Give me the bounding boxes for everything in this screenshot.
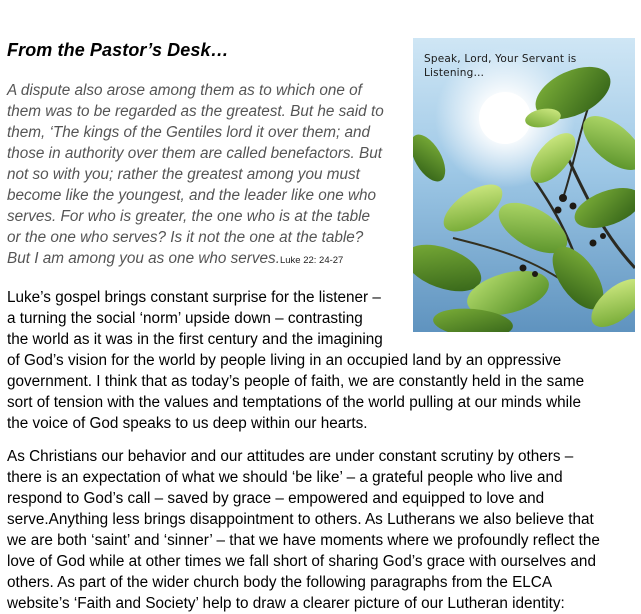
- paragraph-line: others. As part of the wider church body the following paragraphs from the ELCA: [7, 574, 553, 591]
- quote-line: not so with you; rather the greatest among you must: [7, 166, 360, 183]
- paragraph-1-continued: [7, 350, 637, 434]
- scripture-quote: [7, 80, 407, 271]
- paragraph-line: the voice of God speaks to us deep within our hearts.: [7, 415, 368, 432]
- photo-caption: [424, 52, 624, 80]
- quote-line: A dispute also arose among them as to which one of: [7, 82, 362, 99]
- paragraph-line: we are both ‘saint’ and ‘sinner’ – that we have moments where we profoundly reflect the: [7, 532, 600, 549]
- paragraph-line: a turning the social ‘norm’ upside down – contrasting: [7, 310, 363, 327]
- paragraph-line: respond to God’s call – saved by grace – empowered and equipped to love and: [7, 490, 545, 507]
- paragraph-line: the world as it was in the first century and the imagining: [7, 331, 383, 348]
- scripture-reference: Luke 22: 24-27: [279, 255, 344, 266]
- photo-caption-line: Listening…: [424, 67, 485, 79]
- paragraph-line: government. I think that as today’s people of faith, we are constantly held in the same: [7, 373, 585, 390]
- quote-line: or the one who serves? Is it not the one at the table?: [7, 229, 364, 246]
- paragraph-1-wrapped: [7, 287, 410, 350]
- quote-line: them, ‘The kings of the Gentiles lord it over them; and: [7, 124, 371, 141]
- paragraph-line: As Christians our behavior and our attitudes are under constant scrutiny by others –: [7, 448, 574, 465]
- paragraph-line: there is an expectation of what we should ‘be like’ – a grateful people who live and: [7, 469, 563, 486]
- photo-caption-line: Speak, Lord, Your Servant is: [424, 53, 577, 65]
- paragraph-line: love of God while at other times we fall short of sharing God’s grace with ourselves and: [7, 553, 596, 570]
- paragraph-2: [7, 446, 637, 614]
- leaves-illustration: [413, 38, 635, 332]
- paragraph-line: Luke’s gospel brings constant surprise for the listener –: [7, 289, 381, 306]
- quote-line: But I am among you as one who serves.: [7, 250, 280, 267]
- quote-line: those in authority over them are called benefactors. But: [7, 145, 382, 162]
- paragraph-line: of God’s vision for the world by people living in an occupied land by an oppressive: [7, 352, 562, 369]
- quote-line: them was to be regarded as the greatest. But he said to: [7, 103, 384, 120]
- page-title: From the Pastor’s Desk…: [7, 40, 229, 60]
- quote-line: serves. For who is greater, the one who is at the table: [7, 208, 371, 225]
- paragraph-line: serve.Anything less brings disappointment to others. As Lutherans we also believe that: [7, 511, 594, 528]
- sunlit-leaves-photo: [413, 38, 635, 332]
- quote-line: become like the youngest, and the leader like one who: [7, 187, 377, 204]
- paragraph-line: website’s ‘Faith and Society’ help to draw a clearer picture of our Lutheran identity:: [7, 595, 565, 612]
- paragraph-line: sort of tension with the values and temptations of the world pulling at our minds while: [7, 394, 581, 411]
